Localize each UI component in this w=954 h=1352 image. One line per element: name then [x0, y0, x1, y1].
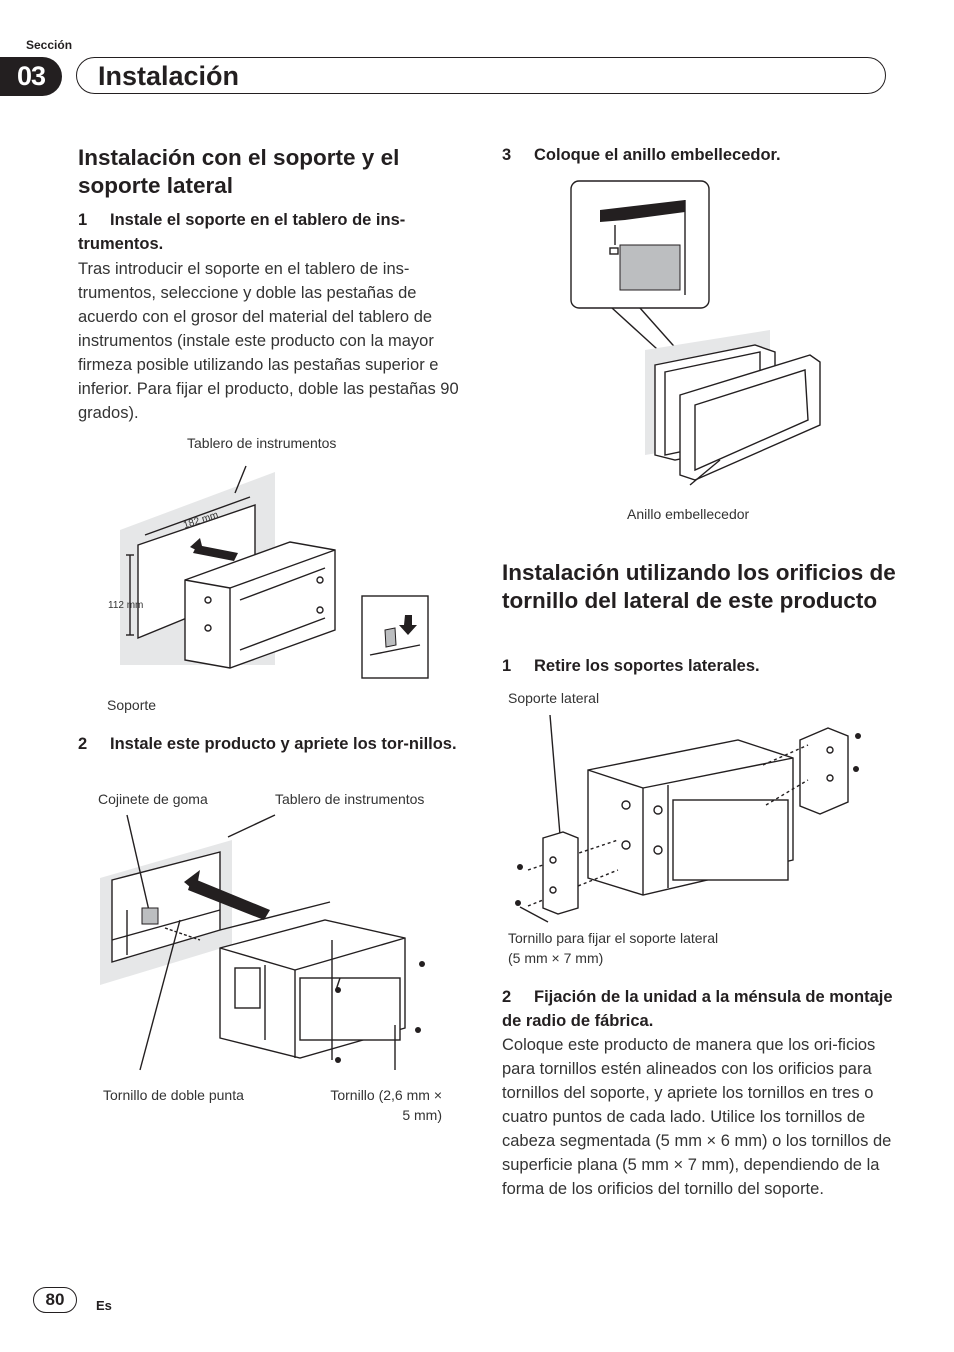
fig2-label-dashboard: Tablero de instrumentos	[275, 791, 425, 807]
fig1-dim-width: 182 mm	[182, 509, 220, 532]
fig4-label-screw-line1: Tornillo para fijar el soporte lateral	[508, 930, 719, 946]
sub-step-2-title-text: Fijación de la unidad a la ménsula de montaje de radio de fábrica.	[502, 988, 893, 1030]
fig2-label-double-screw: Tornillo de doble punta	[103, 1087, 244, 1103]
fig2-label-rubber: Cojinete de goma	[98, 791, 208, 807]
step-1-title	[78, 208, 470, 256]
sub-step-2-title	[502, 985, 894, 1033]
section-heading-bracket-install: Instalación con el soporte y el soporte lateral	[78, 145, 400, 198]
step-2-title	[78, 732, 470, 756]
fig2-label-screw-line1: Tornillo (2,6 mm ×	[330, 1087, 442, 1103]
step-1-title-text: Instale el soporte en el tablero de ins-trumentos.	[78, 211, 406, 253]
step-3-title-text: Coloque el anillo embellecedor.	[534, 146, 781, 164]
fig3-label-trim: Anillo embellecedor	[627, 506, 750, 522]
fig4-label-screw	[508, 928, 718, 968]
fig2-label-screw-line2: 5 mm)	[402, 1107, 442, 1123]
section-label: Sección	[26, 38, 73, 52]
step-2-number: 2	[78, 735, 88, 753]
step-3-number: 3	[502, 146, 512, 164]
side-bracket-figure	[508, 710, 868, 925]
step-1-body: Tras introducir el soporte en el tablero de ins-trumentos, seleccione y doble las pestañas de acuerdo con el grosor del material del tablero de instrumentos (instale este producto con la mayor firmeza posible utilizando las pestañas superior e inferior. Para fijar el producto, doble las pestañas 90 grados).	[78, 260, 459, 422]
fig1-label-bracket: Soporte	[107, 697, 157, 713]
page-title: Instalación	[98, 61, 240, 91]
unit-install-figure	[100, 810, 445, 1080]
bracket-install-figure	[100, 450, 440, 700]
sub-step-1-title	[502, 654, 892, 678]
language-code: Es	[96, 1298, 112, 1313]
sub-step-1-number: 1	[502, 657, 512, 675]
step-3-title	[502, 143, 892, 167]
trim-ring-figure	[570, 180, 830, 500]
step-2-title-text: Instale este producto y apriete los tor-nillos.	[110, 735, 457, 753]
sub-step-2-body: Coloque este producto de manera que los ori-ficios para tornillos estén alineados con los orificios para tornillos del soporte, y apriete los tornillos en tres o cuatro puntos de cada lado. Utilice los tornillos de cabeza segmentada (5 mm × 6 mm) o los tornillos de superficie plana (5 mm × 7 mm), dependiendo de la forma de los orificios del tornillo del soporte.	[502, 1036, 892, 1198]
sub-step-1-title-text: Retire los soportes laterales.	[534, 657, 760, 675]
fig1-label-dashboard: Tablero de instrumentos	[187, 435, 337, 451]
page-number: 80	[33, 1287, 77, 1313]
fig2-label-screw	[316, 1085, 442, 1125]
fig4-label-side-bracket: Soporte lateral	[508, 690, 600, 706]
sub-step-2-number: 2	[502, 988, 512, 1006]
step-1-number: 1	[78, 211, 88, 229]
section-heading-side-holes: Instalación utilizando los orificios de tornillo del lateral de este producto	[502, 560, 896, 613]
fig4-label-screw-line2: (5 mm × 7 mm)	[508, 950, 604, 966]
section-number-badge: 03	[0, 57, 62, 96]
fig1-dim-height: 112 mm	[108, 600, 144, 611]
